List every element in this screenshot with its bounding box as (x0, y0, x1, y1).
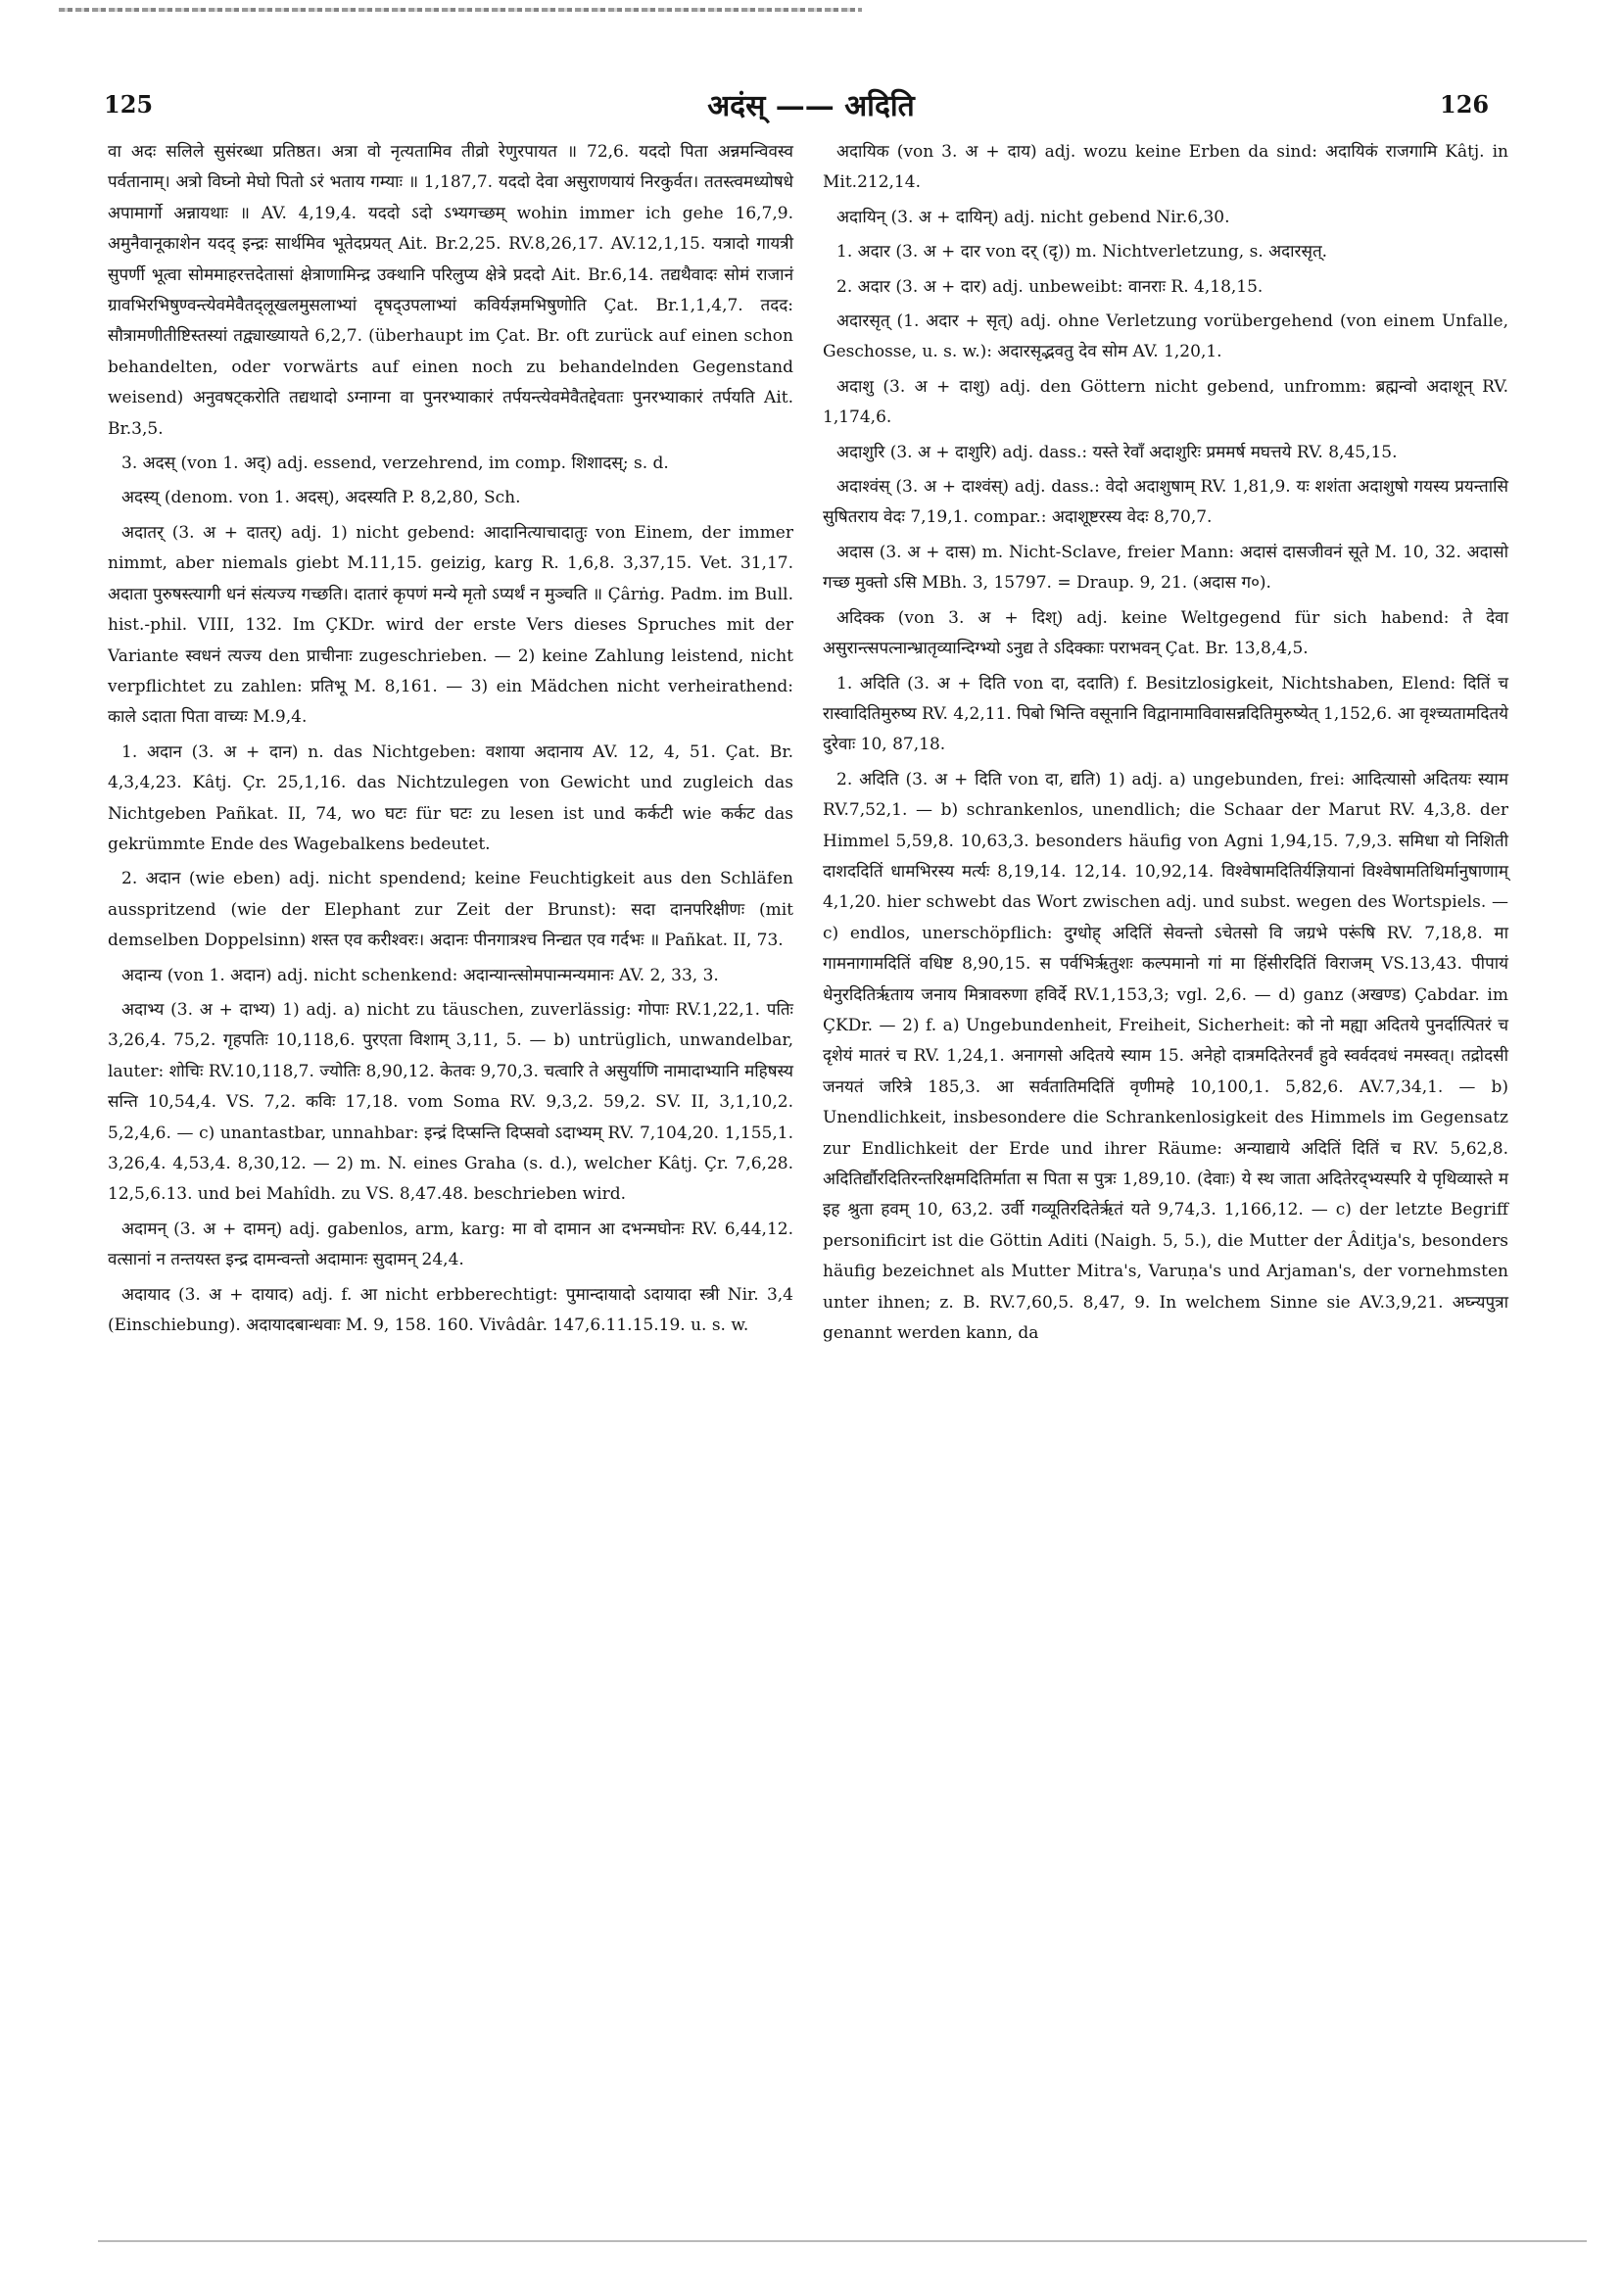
dictionary-entry: 1. अदान (3. अ + दान) n. das Nichtgeben: वशाया अदानाय AV. 12, 4, 51. Çat. Br. 4,3,4,23. Kâtj. Çr. 25,1,16. das Nichtzulegen von Gewicht und zugleich das Nichtgeben Pañkat. II, 74, wo घटः für घटः zu lesen ist und कर्कटी wie कर्कट das gekrümmte Ende des Wagebalkens bedeutet. (108, 741, 793, 854)
dictionary-entry: अदाशु (3. अ + दाशु) adj. den Göttern nicht gebend, unfromm: ब्रह्मन्वो अदाशून् RV. 1,174,6. (823, 376, 1508, 428)
dictionary-entry: 1. अदिति (3. अ + दिति von दा, ददाति) f. Besitzlosigkeit, Nichtshaben, Elend: दितिं च रास्वादितिमुरुष्य RV. 4,2,11. पिबो भिन्ति वसूनानि विद्वानामाविवासन्नदितिमुरुष्येत् 1,152,6. आ वृश्च्यतामदितये दुरेवाः 10, 87,18. (823, 673, 1509, 755)
dictionary-entry: 3. अदस् (von 1. अद्) adj. essend, verzehrend, im comp. शिशादस्; s. d. (121, 454, 669, 474)
bottom-rule (98, 2240, 1587, 2242)
dictionary-entry: अदाश्वंस् (3. अ + दाश्वंस्) adj. dass.: वेदो अदाशुषाम् RV. 1,81,9. यः शशंता अदाशुषो गयस्य प्रयन्तासि सुषितराय वेदः 7,19,1. compar.: अदाशूष्टरस्य वेदः 8,70,7. (823, 477, 1508, 528)
dictionary-entry: अदिक्क (von 3. अ + दिश्) adj. keine Weltgegend für sich habend: ते देवा असुरान्त्सपत्नान्भ्रातृव्यान्दिग्भ्यो ऽनुद्य ते ऽदिक्काः पराभवन् Çat. Br. 13,8,4,5. (823, 607, 1508, 659)
dictionary-entry: 1. अदार (3. अ + दार von दर् (दृ)) m. Nichtverletzung, s. अदारसृत्. (836, 242, 1328, 263)
dictionary-entry: 2. अदिति (3. अ + दिति von दा, द्यति) 1) adj. a) ungebunden, frei: आदित्यासो अदितयः स्याम RV.7,52,1. — b) schrankenlos, unendlich; die Schaar der Marut RV. 4,3,8. der Himmel 5,59,8. 10,63,3. besonders häufig von Agni 1,94,15. 7,9,3. समिधा यो निशिती दाशददितिं धामभिरस्य मर्त्यः 8,19,14. 12,14. 10,92,14. विश्वेषामदितिर्यज्ञियानां विश्वेषामतिथिर्मानुषाणाम् 4,1,20. hier schwebt das Wort zwischen adj. und subst. wegen des Wortspiels. — c) endlos, unerschöpflich: दुग्धोह् अदितिं सेवन्तो ऽचेतसो वि जग्रभे परूंषि RV. 7,18,8. मा गामनागामदितिं वधिष्ट 8,90,15. स पर्वभिर्ऋतुशः कल्पमानो गां मा हिंसीरदितिं विराजम् VS.13,43. पीपायं धेनुरदितिर्ऋताय जनाय मित्रावरुणा हविर्दे RV.1,153,3; vgl. 2,6. — d) ganz (अखण्ड) Çabdar. im ÇKDr. — 2) f. a) Ungebundenheit, Freiheit, Sicherheit: को नो मह्या अदितये पुनर्दात्पितरं च दृशेयं मातरं च RV. 1,24,1. अनागसो अदितये स्याम 15. अनेहो दात्रमदितेरनर्वं हुवे स्वर्वदवधं नमस्वत्। तद्रोदसी जनयतं जरित्रे 185,3. आ सर्वतातिमदितिं वृणीमहे 10,100,1. 5,82,6. AV.7,34,1. — b) Unendlichkeit, insbesondere die Schrankenlosigkeit des Himmels im Gegensatz zur Endlichkeit der Erde und ihrer Räume: अन्याद्याये अदितिं दितिं च RV. 5,62,8. अदितिर्द्यौरदितिरन्तरिक्षमदितिर्माता स पिता स पुत्रः 1,89,10. (देवाः) ये स्थ जाता अदितेरद्भ्यस्परि ये पृथिव्यास्ते म इह श्रुता हवम् 10, 63,2. उर्वी गव्यूतिरदितेर्ऋतं यते 9,74,3. 1,166,12. — c) der letzte Begriff personificirt ist die Göttin Aditi (Naigh. 5, 5.), die Mutter der Âditja's, besonders häufig bezeichnet als Mutter Mitra's, Varuṇa's und Arjaman's, der vornehmsten unter ihnen; z. B. RV.7,60,5. 8,47, 9. In welchem Sinne sie AV.3,9,21. अघ्न्यपुत्रा genannt werden kann, da (823, 769, 1508, 1344)
dictionary-entry: अदाशुरि (3. अ + दाशुरि) adj. dass.: यस्ते रेवाँ अदाशुरिः प्रममर्ष मघत्तये RV. 8,45,15. (836, 442, 1398, 462)
dictionary-entry: अदस्य् (denom. von 1. अदस्), अदस्यति P. 8,2,80, Sch. (121, 488, 521, 508)
dictionary-entry: अदाभ्य (3. अ + दाभ्य) 1) adj. a) nicht zu täuschen, zuverlässig: गोपाः RV.1,22,1. पतिः 3,26,4. 75,2. गृहपतिः 10,118,6. पुरएता विशाम् 3,11, 5. — b) untrüglich, unwandelbar, lauter: शोचिः RV.10,118,7. ज्योतिः 8,90,12. केतवः 9,70,3. चत्वारि ते असुर्याणि नामादाभ्यानि महिषस्य सन्ति 10,54,4. VS. 7,2. कविः 17,18. vom Soma RV. 9,3,2. 59,2. SV. II, 3,1,10,2. 5,2,4,6. — c) unantastbar, unnahbar: इन्द्रं दिप्सन्ति दिप्सवो ऽदाभ्यम् RV. 7,104,20. 1,155,1. 3,26,4. 4,53,4. 8,30,12. — 2) m. N. eines Graha (s. d.), welcher Kâtj. Çr. 7,6,28. 12,5,6.13. und bei Mahîdh. zu VS. 8,47.48. beschrieben wird. (108, 999, 793, 1205)
page-header: अदंस् —— अदिति (707, 89, 915, 123)
dictionary-entry: अदायाद (3. अ + दायाद) adj. f. आ nicht erbberechtigt: पुमान्दायादो ऽदायादा स्त्री Nir. 3,4 (Einschiebung). अदायादबान्धवाः M. 9, 158. 160. Vivâdâr. 147,6.11.15.19. u. s. w. (108, 1284, 793, 1336)
right-page-number: 126 (1440, 90, 1490, 119)
left-page-number: 125 (104, 90, 154, 119)
dictionary-entry: अदातर् (3. अ + दातर्) adj. 1) nicht gebend: आदानित्याचादातुः von Einem, der immer nimmt, aber niemals giebt M.11,15. geizig, karg R. 1,6,8. 3,37,15. Vet. 31,17. अदाता पुरुषस्त्यागी धनं संत्यज्य गच्छति। दातारं कृपणं मन्ये मृतो ऽप्यर्थं न मुञ्चति ॥ Çârṅg. Padm. im Bull. hist.-phil. VIII, 132. Im ÇKDr. wird der erste Vers dieses Spruches mit der Variante स्वधनं त्यज्य den प्राचीनाः zugeschrieben. — 2) keine Zahlung leistend, nicht verpflichtet zu zahlen: प्रतिभू M. 8,161. — 3) ein Mädchen nicht verheirathend: काले ऽदाता पिता वाच्यः M.9,4. (108, 522, 793, 728)
left-column (108, 137, 793, 1345)
dictionary-entry: अदामन् (3. अ + दामन्) adj. gabenlos, arm, karg: मा वो दामान आ दभन्मघोनः RV. 6,44,12. वत्सानां न तन्तयस्त इन्द्र दामन्वन्तो अदामानः सुदामन् 24,4. (108, 1219, 793, 1270)
dictionary-entry: वा अदः सलिले सुसंरब्धा प्रतिष्ठत। अत्रा वो नृत्यतामिव तीव्रो रेणुरपायत ॥ 72,6. यददो पिता अन्नमन्विवस्व पर्वतानाम्। अत्रो विघ्नो मेघो पितो ऽरं भताय गम्याः ॥ 1,187,7. यददो देवा असुराणयायं निरकुर्वत। ततस्त्वमध्योषधे अपामार्गो अन्नायथाः ॥ AV. 4,19,4. यददो ऽदो ऽभ्यगच्छम् wohin immer ich gehe 16,7,9. अमुनैवानूकाशेन यदद् इन्द्रः सार्थमिव भूतेदप्रयत् Ait. Br.2,25. RV.8,26,17. AV.12,1,15. यत्रादो गायत्री सुपर्णी भूत्वा सोममाहरत्तदेतासां क्षेत्राणामिन्द्र उक्थानि परिलुप्य क्षेत्रे प्रददो Ait. Br.6,14. तद्यथैवादः सोमं राजानं ग्रावभिरभिषुण्वन्त्येवमेवैतद्लूखलमुसलाभ्यां दृषद्उपलाभ्यां कविर्यज्ञमभिषुणोति Çat. Br.1,1,4,7. तदद: सौत्रामणीतीष्टिस्तस्यां तद्व्याख्यायते 6,2,7. (überhaupt im Çat. Br. oft zurück auf einen schon behandelten, oder vorwärts auf einen noch zu behandelnden Gegenstand weisend) अनुवषट्करोति तद्यथादो ऽग्नाग्ना वा पुनरभ्याकारं तर्पयन्त्येवमेवैतद्देवताः पुनरभ्याकारं तर्पयति Ait. Br.3,5. (108, 142, 793, 439)
dictionary-entry: अदारसृत् (1. अदार + सृत्) adj. ohne Verletzung vorübergehend (von einem Unfalle, Geschosse, u. s. w.): अदारसृद्भवतु देव सोम AV. 1,20,1. (823, 311, 1508, 362)
dictionary-entry: अदान्य (von 1. अदान) adj. nicht schenkend: अदान्यान्त्सोमपान्मन्यमानः AV. 2, 33, 3. (121, 965, 719, 985)
dictionary-entry: अदायिन् (3. अ + दायिन्) adj. nicht gebend Nir.6,30. (836, 207, 1230, 227)
dictionary-entry: अदायिक (von 3. अ + दाय) adj. wozu keine Erben da sind: अदायिकं राजगामि Kâtj. in Mit.212,14. (823, 142, 1508, 193)
dictionary-entry: अदास (3. अ + दास) m. Nicht-Sclave, freier Mann: अदासं दासजीवनं सूते M. 10, 32. अदासो गच्छ मुक्तो ऽसि MBh. 3, 15797. = Draup. 9, 21. (अदास ग०). (823, 542, 1508, 594)
right-column (823, 137, 1508, 1353)
scan-edge-noise (59, 8, 862, 12)
dictionary-entry: 2. अदार (3. अ + दार) adj. unbeweibt: वानराः R. 4,18,15. (836, 276, 1264, 297)
dictionary-entry: 2. अदान (wie eben) adj. nicht spendend; keine Feuchtigkeit aus den Schläfen ausspritzend (wie der Elephant zur Zeit der Brunst): सदा दानपरिक्षीणः (mit demselben Doppelsinn) शस्त एव करीश्वरः। अदानः पीनगात्रश्च निन्द्यत एव गर्दभः ॥ Pañkat. II, 73. (108, 869, 793, 951)
